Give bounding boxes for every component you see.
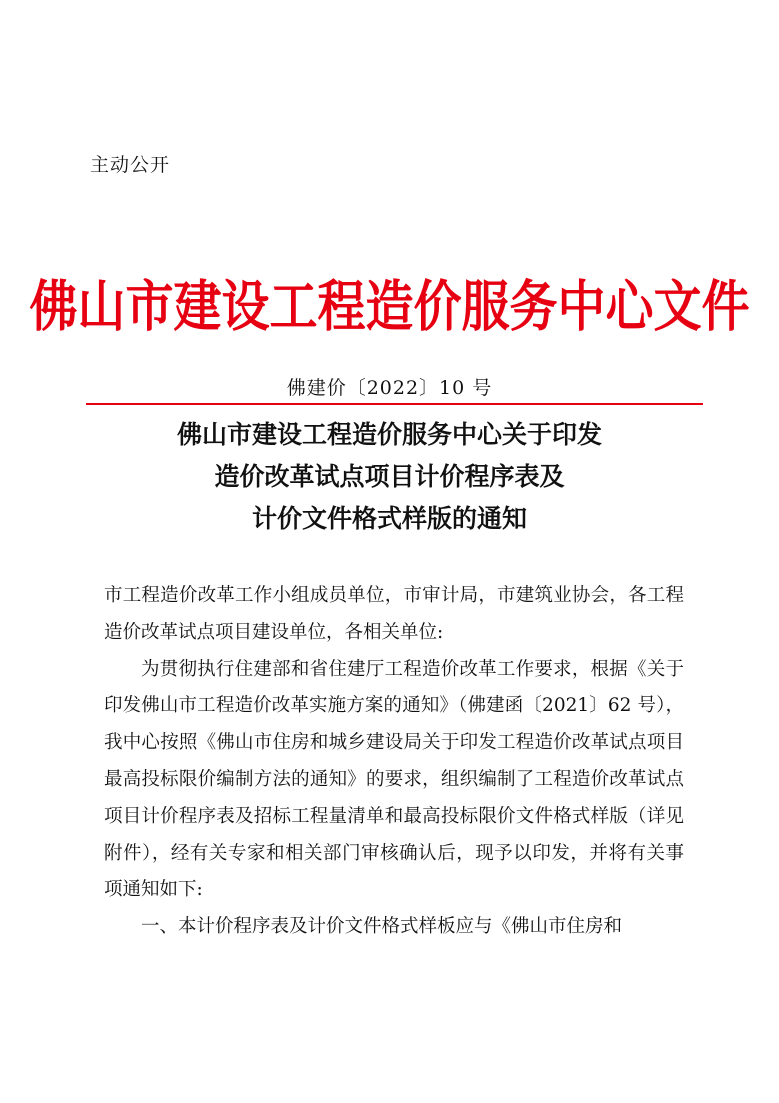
addressees-paragraph: 市工程造价改革工作小组成员单位，市审计局，市建筑业协会，各工程造价改革试点项目建设单位，各相关单位: bbox=[104, 585, 684, 643]
document-title-line-1: 佛山市建设工程造价服务中心关于印发 bbox=[176, 420, 602, 449]
document-title-line-3: 计价文件格式样版的通知 bbox=[251, 504, 527, 533]
body-paragraph-2: 一、本计价程序表及计价文件格式样板应与《佛山市住房和 bbox=[141, 916, 623, 938]
document-body bbox=[104, 578, 684, 946]
document-number: 佛建价〔2022〕10 号 bbox=[286, 377, 493, 399]
body-paragraph-1: 为贯彻执行住建部和省住建厅工程造价改革工作要求，根据《关于印发佛山市工程造价改革实施方案的通知》（佛建函〔2021〕62 号），我中心按照《佛山市住房和城乡建设局关于印发工程造价改革试点项目最高投标限价编制方法的通知》的要求，组织编制了工程造价改革试点项目计价程序表及招标工程量清单和最高投标限价文件格式样版（详见附件），经有关专家和相关部门审核确认后，现予以印发，并将有关事项通知如下: bbox=[104, 658, 684, 901]
document-title bbox=[0, 414, 779, 540]
red-divider-line bbox=[86, 403, 703, 405]
document-title-line-2: 造价改革试点项目计价程序表及 bbox=[214, 462, 565, 491]
masthead-title: 佛山市建设工程造价服务中心文件 bbox=[29, 274, 750, 340]
disclosure-label: 主动公开 bbox=[90, 154, 171, 176]
